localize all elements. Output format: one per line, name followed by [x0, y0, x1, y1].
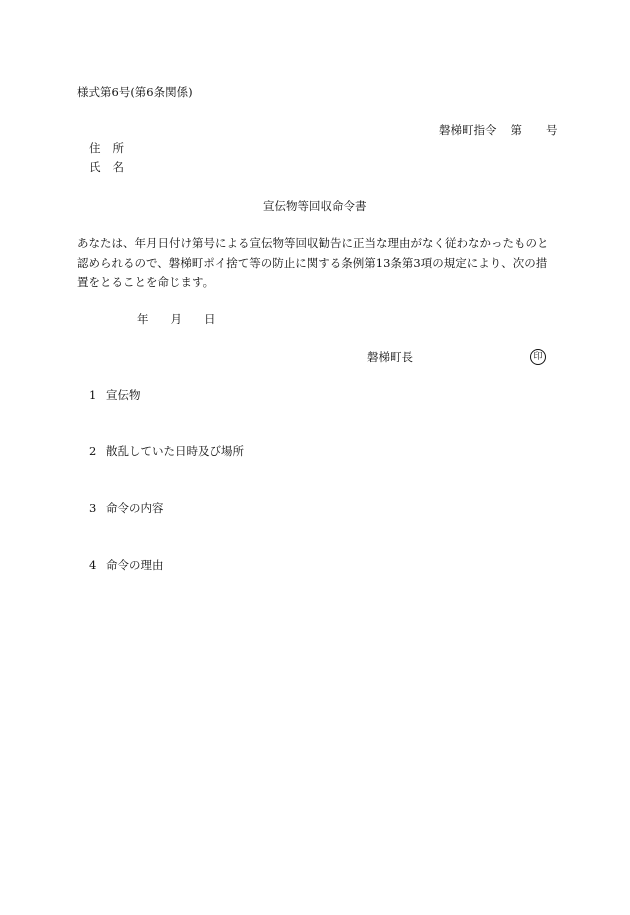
item-number: 2 [89, 444, 97, 458]
date-day: 日 [204, 312, 216, 326]
item-label: 散乱していた日時及び場所 [106, 444, 244, 458]
issuer-title: 磐梯町長 [367, 350, 413, 364]
designation-number [439, 123, 558, 137]
list-item [89, 388, 141, 402]
body-month: 月 [146, 236, 158, 250]
seal-stamp: 印 [530, 349, 546, 365]
body-paragraph [77, 234, 557, 293]
designation-go: 号 [546, 123, 558, 137]
issue-date [137, 312, 216, 326]
item-number: 4 [89, 558, 97, 572]
body-day-dated: 日付け [157, 236, 192, 250]
issuer [367, 350, 413, 364]
list-item [89, 558, 164, 572]
name-label-char-1: 氏 [89, 160, 101, 174]
body-year: 年 [134, 236, 146, 250]
name-label [89, 160, 124, 174]
item-label: 宣伝物 [106, 388, 141, 402]
list-item [89, 501, 164, 515]
body-anata: あなたは、 [77, 236, 135, 250]
item-label: 命令の内容 [106, 501, 164, 515]
body-rest: 号による宣伝物等回収勧告に正当な理由がなく従わなかったものと認められるので、磐梯町ポイ捨て等の防止に関する条例第13条第3項の規定により、次の措置をとることを命じます。 [77, 236, 549, 289]
date-month: 月 [170, 312, 182, 326]
name-label-char-2: 名 [112, 160, 124, 174]
address-label [89, 141, 124, 155]
date-year: 年 [137, 312, 149, 326]
form-number: 様式第6号(第6条関係) [77, 85, 193, 99]
designation-prefix: 磐梯町指令 [439, 123, 497, 137]
address-label-char-2: 所 [112, 141, 124, 155]
item-label: 命令の理由 [106, 558, 164, 572]
body-dai: 第 [192, 236, 204, 250]
item-number: 1 [89, 388, 97, 402]
designation-dai: 第 [510, 123, 522, 137]
list-item [89, 444, 244, 458]
address-label-char-1: 住 [89, 141, 101, 155]
item-number: 3 [89, 501, 97, 515]
document-title: 宣伝物等回収命令書 [263, 199, 367, 213]
